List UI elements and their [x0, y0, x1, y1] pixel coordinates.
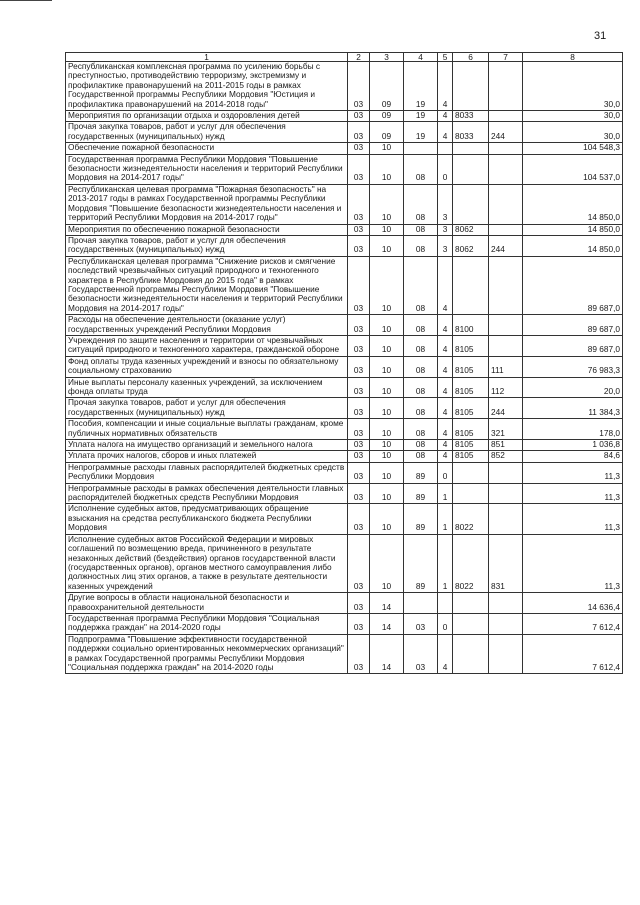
subsection-code-cell: 10: [370, 451, 404, 462]
program-code-cell: [404, 593, 438, 614]
expense-name-cell: Учреждения по защите населения и территории от чрезвычайных ситуаций природного и техногенного характера, гражданской обороне: [66, 335, 348, 356]
expense-type-cell: 244: [489, 235, 523, 256]
program-code-cell: 08: [404, 224, 438, 235]
table-row: [66, 634, 623, 674]
expense-type-cell: [489, 62, 523, 111]
amount-cell: 89 687,0: [523, 256, 623, 314]
expense-name-cell: Исполнение судебных актов, предусматривающих обращение взыскания на средства республиканского бюджета Республики Мордовия: [66, 504, 348, 534]
target-code-cell: [453, 593, 489, 614]
expense-type-cell: 831: [489, 534, 523, 592]
top-edge-line: [0, 0, 52, 1]
subprogram-code-cell: 0: [438, 462, 453, 483]
expense-type-cell: [489, 634, 523, 674]
program-code-cell: 89: [404, 534, 438, 592]
expense-name-cell: Другие вопросы в области национальной безопасности и правоохранительной деятельности: [66, 593, 348, 614]
subsection-code-cell: 10: [370, 356, 404, 377]
table-row: [66, 184, 623, 224]
table-row: [66, 356, 623, 377]
target-code-cell: 8105: [453, 335, 489, 356]
target-code-cell: [453, 613, 489, 634]
amount-cell: 14 636,4: [523, 593, 623, 614]
amount-cell: 11,3: [523, 483, 623, 504]
section-code-cell: 03: [348, 224, 370, 235]
program-code-cell: 19: [404, 122, 438, 143]
section-code-cell: 03: [348, 256, 370, 314]
subsection-code-cell: 10: [370, 398, 404, 419]
amount-cell: 89 687,0: [523, 335, 623, 356]
amount-cell: 30,0: [523, 62, 623, 111]
expense-name-cell: Мероприятия по обеспечению пожарной безопасности: [66, 224, 348, 235]
amount-cell: 11 384,3: [523, 398, 623, 419]
table-row: [66, 335, 623, 356]
column-header-4: 4: [404, 53, 438, 62]
section-code-cell: 03: [348, 483, 370, 504]
program-code-cell: 19: [404, 111, 438, 122]
target-code-cell: [453, 184, 489, 224]
expense-name-cell: Республиканская комплексная программа по усилению борьбы с преступностью, противодействию терроризму, экстремизму и профилактике правонарушений на 2011-2015 годы в рамках Государственной программы Республики Мордовия "Юстиция и профилактика правонарушений на 2014-2018 годы": [66, 62, 348, 111]
amount-cell: 11,3: [523, 504, 623, 534]
program-code-cell: 08: [404, 377, 438, 398]
program-code-cell: 89: [404, 462, 438, 483]
subprogram-code-cell: 4: [438, 377, 453, 398]
target-code-cell: 8033: [453, 122, 489, 143]
target-code-cell: 8105: [453, 356, 489, 377]
subsection-code-cell: 09: [370, 62, 404, 111]
target-code-cell: 8105: [453, 440, 489, 451]
table-row: [66, 398, 623, 419]
budget-table: [65, 52, 623, 674]
target-code-cell: [453, 154, 489, 184]
subprogram-code-cell: 4: [438, 440, 453, 451]
subsection-code-cell: 10: [370, 224, 404, 235]
subprogram-code-cell: 3: [438, 224, 453, 235]
subprogram-code-cell: 3: [438, 184, 453, 224]
expense-type-cell: [489, 154, 523, 184]
subsection-code-cell: 10: [370, 504, 404, 534]
program-code-cell: 08: [404, 256, 438, 314]
target-code-cell: [453, 483, 489, 504]
subprogram-code-cell: 4: [438, 122, 453, 143]
expense-name-cell: Уплата налога на имущество организаций и земельного налога: [66, 440, 348, 451]
subsection-code-cell: 10: [370, 235, 404, 256]
expense-name-cell: Прочая закупка товаров, работ и услуг для обеспечения государственных (муниципальных) нужд: [66, 398, 348, 419]
subsection-code-cell: 14: [370, 613, 404, 634]
expense-name-cell: Расходы на обеспечение деятельности (оказание услуг) государственных учреждений Республики Мордовия: [66, 315, 348, 336]
program-code-cell: 08: [404, 398, 438, 419]
table-row: [66, 534, 623, 592]
section-code-cell: 03: [348, 377, 370, 398]
section-code-cell: 03: [348, 184, 370, 224]
target-code-cell: 8062: [453, 224, 489, 235]
expense-type-cell: 244: [489, 398, 523, 419]
expense-type-cell: [489, 613, 523, 634]
section-code-cell: 03: [348, 235, 370, 256]
subsection-code-cell: 10: [370, 184, 404, 224]
amount-cell: 1 036,8: [523, 440, 623, 451]
amount-cell: 89 687,0: [523, 315, 623, 336]
subprogram-code-cell: 4: [438, 419, 453, 440]
expense-name-cell: Непрограммные расходы главных распорядителей бюджетных средств Республики Мордовия: [66, 462, 348, 483]
subprogram-code-cell: [438, 593, 453, 614]
expense-type-cell: 111: [489, 356, 523, 377]
target-code-cell: 8033: [453, 111, 489, 122]
subsection-code-cell: 10: [370, 377, 404, 398]
program-code-cell: 19: [404, 62, 438, 111]
table-row: [66, 315, 623, 336]
column-header-7: 7: [489, 53, 523, 62]
section-code-cell: 03: [348, 593, 370, 614]
amount-cell: 76 983,3: [523, 356, 623, 377]
section-code-cell: 03: [348, 143, 370, 154]
amount-cell: 14 850,0: [523, 224, 623, 235]
program-code-cell: 08: [404, 451, 438, 462]
subprogram-code-cell: 4: [438, 451, 453, 462]
subsection-code-cell: 10: [370, 256, 404, 314]
target-code-cell: 8022: [453, 534, 489, 592]
subsection-code-cell: 09: [370, 122, 404, 143]
table-row: [66, 613, 623, 634]
target-code-cell: 8105: [453, 419, 489, 440]
amount-cell: 104 548,3: [523, 143, 623, 154]
expense-type-cell: [489, 504, 523, 534]
subprogram-code-cell: 4: [438, 62, 453, 111]
section-code-cell: 03: [348, 398, 370, 419]
table-row: [66, 122, 623, 143]
target-code-cell: [453, 462, 489, 483]
expense-name-cell: Фонд оплаты труда казенных учреждений и взносы по обязательному социальному страхованию: [66, 356, 348, 377]
expense-type-cell: 244: [489, 122, 523, 143]
section-code-cell: 03: [348, 315, 370, 336]
amount-cell: 104 537,0: [523, 154, 623, 184]
subprogram-code-cell: 4: [438, 634, 453, 674]
section-code-cell: 03: [348, 62, 370, 111]
subsection-code-cell: 10: [370, 419, 404, 440]
program-code-cell: 89: [404, 504, 438, 534]
table-row: [66, 483, 623, 504]
subprogram-code-cell: 4: [438, 256, 453, 314]
expense-type-cell: [489, 315, 523, 336]
expense-name-cell: Обеспечение пожарной безопасности: [66, 143, 348, 154]
expense-type-cell: [489, 224, 523, 235]
column-header-1: 1: [66, 53, 348, 62]
expense-type-cell: 852: [489, 451, 523, 462]
section-code-cell: 03: [348, 335, 370, 356]
program-code-cell: 08: [404, 154, 438, 184]
target-code-cell: [453, 256, 489, 314]
section-code-cell: 03: [348, 451, 370, 462]
amount-cell: 7 612,4: [523, 634, 623, 674]
subsection-code-cell: 09: [370, 111, 404, 122]
subprogram-code-cell: 4: [438, 398, 453, 419]
program-code-cell: 03: [404, 634, 438, 674]
section-code-cell: 03: [348, 440, 370, 451]
section-code-cell: 03: [348, 154, 370, 184]
expense-type-cell: 112: [489, 377, 523, 398]
subsection-code-cell: 10: [370, 154, 404, 184]
expense-name-cell: Государственная программа Республики Мордовия "Повышение безопасности жизнедеятельности населения и территорий Республики Мордовия на 2014-2017 годы": [66, 154, 348, 184]
section-code-cell: 03: [348, 122, 370, 143]
target-code-cell: 8105: [453, 398, 489, 419]
expense-type-cell: 321: [489, 419, 523, 440]
section-code-cell: 03: [348, 462, 370, 483]
expense-name-cell: Исполнение судебных актов Российской Федерации и мировых соглашений по возмещению вреда, причиненного в результате незаконных действий (бездействия) органов государственной власти (государственных органов), органов местного самоуправления либо должностных лиц этих органов, а также в результате деятельности казенных учреждений: [66, 534, 348, 592]
program-code-cell: 08: [404, 356, 438, 377]
subsection-code-cell: 10: [370, 440, 404, 451]
expense-type-cell: [489, 143, 523, 154]
table-row: [66, 462, 623, 483]
subsection-code-cell: 10: [370, 462, 404, 483]
table-body: [66, 62, 623, 674]
amount-cell: 7 612,4: [523, 613, 623, 634]
expense-type-cell: 851: [489, 440, 523, 451]
target-code-cell: 8062: [453, 235, 489, 256]
section-code-cell: 03: [348, 534, 370, 592]
section-code-cell: 03: [348, 504, 370, 534]
amount-cell: 84,6: [523, 451, 623, 462]
column-header-3: 3: [370, 53, 404, 62]
table-row: [66, 143, 623, 154]
target-code-cell: [453, 143, 489, 154]
table-row: [66, 419, 623, 440]
column-header-6: 6: [453, 53, 489, 62]
expense-name-cell: Пособия, компенсации и иные социальные выплаты гражданам, кроме публичных нормативных обязательств: [66, 419, 348, 440]
table-row: [66, 451, 623, 462]
amount-cell: 11,3: [523, 534, 623, 592]
target-code-cell: 8105: [453, 377, 489, 398]
section-code-cell: 03: [348, 111, 370, 122]
table-header-row: [66, 53, 623, 62]
expense-name-cell: Прочая закупка товаров, работ и услуг для обеспечения государственных (муниципальных) нужд: [66, 235, 348, 256]
column-header-2: 2: [348, 53, 370, 62]
amount-cell: 20,0: [523, 377, 623, 398]
subprogram-code-cell: 1: [438, 534, 453, 592]
section-code-cell: 03: [348, 356, 370, 377]
subprogram-code-cell: 1: [438, 504, 453, 534]
amount-cell: 14 850,0: [523, 184, 623, 224]
amount-cell: 178,0: [523, 419, 623, 440]
program-code-cell: 03: [404, 613, 438, 634]
expense-name-cell: Иные выплаты персоналу казенных учреждений, за исключением фонда оплаты труда: [66, 377, 348, 398]
subprogram-code-cell: 4: [438, 335, 453, 356]
table-row: [66, 62, 623, 111]
subprogram-code-cell: 3: [438, 235, 453, 256]
expense-name-cell: Прочая закупка товаров, работ и услуг для обеспечения государственных (муниципальных) нужд: [66, 122, 348, 143]
target-code-cell: 8105: [453, 451, 489, 462]
amount-cell: 30,0: [523, 111, 623, 122]
subprogram-code-cell: 1: [438, 483, 453, 504]
target-code-cell: [453, 634, 489, 674]
subprogram-code-cell: 4: [438, 315, 453, 336]
target-code-cell: 8022: [453, 504, 489, 534]
page-number: 31: [594, 30, 607, 42]
amount-cell: 30,0: [523, 122, 623, 143]
table-row: [66, 154, 623, 184]
target-code-cell: 8100: [453, 315, 489, 336]
expense-type-cell: [489, 483, 523, 504]
expense-name-cell: Мероприятия по организации отдыха и оздоровления детей: [66, 111, 348, 122]
table-row: [66, 504, 623, 534]
subsection-code-cell: 10: [370, 534, 404, 592]
program-code-cell: 08: [404, 440, 438, 451]
subsection-code-cell: 14: [370, 593, 404, 614]
expense-type-cell: [489, 462, 523, 483]
section-code-cell: 03: [348, 613, 370, 634]
subsection-code-cell: 10: [370, 315, 404, 336]
subprogram-code-cell: 0: [438, 154, 453, 184]
amount-cell: 11,3: [523, 462, 623, 483]
table-row: [66, 224, 623, 235]
column-header-5: 5: [438, 53, 453, 62]
expense-name-cell: Подпрограмма "Повышение эффективности государственной поддержки социально ориентированных некоммерческих организаций" в рамках Государственной программы Республики Мордовия "Социальная поддержка граждан" на 2014-2020 годы: [66, 634, 348, 674]
table-row: [66, 111, 623, 122]
program-code-cell: 08: [404, 335, 438, 356]
column-header-8: 8: [523, 53, 623, 62]
program-code-cell: 89: [404, 483, 438, 504]
table-row: [66, 593, 623, 614]
program-code-cell: [404, 143, 438, 154]
expense-name-cell: Уплата прочих налогов, сборов и иных платежей: [66, 451, 348, 462]
subprogram-code-cell: 0: [438, 613, 453, 634]
expense-type-cell: [489, 335, 523, 356]
table-row: [66, 377, 623, 398]
program-code-cell: 08: [404, 419, 438, 440]
subsection-code-cell: 10: [370, 483, 404, 504]
expense-name-cell: Республиканская целевая программа "Пожарная безопасность" на 2013-2017 годы в рамках Государственной программы Республики Мордовия "Повышение безопасности жизнедеятельности населения и территорий Республики Мордовия на 2014-2017 годы": [66, 184, 348, 224]
section-code-cell: 03: [348, 419, 370, 440]
expense-type-cell: [489, 184, 523, 224]
subsection-code-cell: 14: [370, 634, 404, 674]
subprogram-code-cell: 4: [438, 111, 453, 122]
table-row: [66, 235, 623, 256]
program-code-cell: 08: [404, 315, 438, 336]
table-row: [66, 440, 623, 451]
expense-type-cell: [489, 256, 523, 314]
subprogram-code-cell: [438, 143, 453, 154]
subsection-code-cell: 10: [370, 143, 404, 154]
expense-type-cell: [489, 111, 523, 122]
expense-name-cell: Республиканская целевая программа "Снижение рисков и смягчение последствий чрезвычайных ситуаций природного и техногенного характера в Республике Мордовия до 2015 года" в рамках Государственной программы Республики Мордовия "Повышение безопасности жизнедеятельности населения и территорий Республики Мордовия на 2014-2017 годы": [66, 256, 348, 314]
program-code-cell: 08: [404, 184, 438, 224]
subprogram-code-cell: 4: [438, 356, 453, 377]
amount-cell: 14 850,0: [523, 235, 623, 256]
target-code-cell: [453, 62, 489, 111]
expense-name-cell: Непрограммные расходы в рамках обеспечения деятельности главных распорядителей бюджетных средств Республики Мордовия: [66, 483, 348, 504]
expense-type-cell: [489, 593, 523, 614]
table-row: [66, 256, 623, 314]
expense-name-cell: Государственная программа Республики Мордовия "Социальная поддержка граждан" на 2014-2020 годы: [66, 613, 348, 634]
section-code-cell: 03: [348, 634, 370, 674]
subsection-code-cell: 10: [370, 335, 404, 356]
program-code-cell: 08: [404, 235, 438, 256]
